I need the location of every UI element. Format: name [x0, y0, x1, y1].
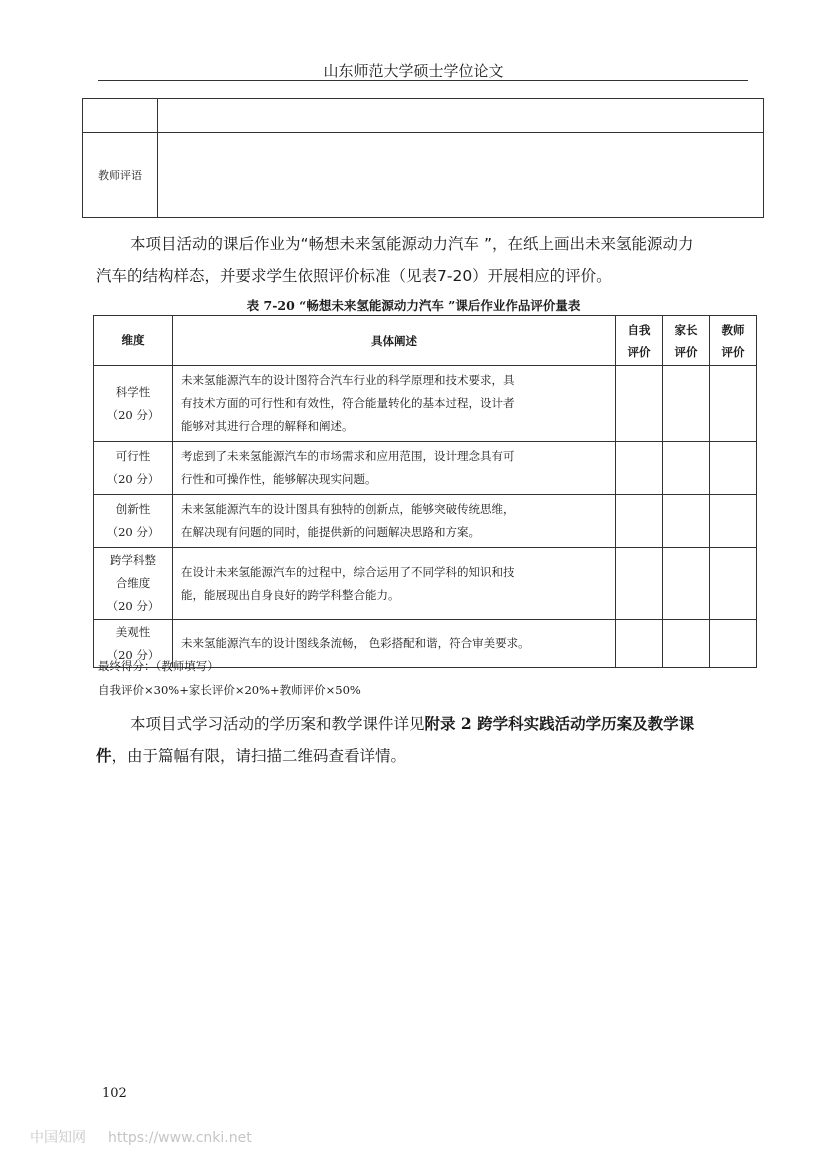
table-row [94, 366, 757, 442]
table-header-row [94, 316, 757, 366]
description-line: 未来氢能源汽车的设计图线条流畅， 色彩搭配和谐，符合审美要求。 [181, 636, 530, 650]
score-cell[interactable] [710, 495, 757, 548]
watermark [30, 1127, 252, 1147]
table-caption: 表 7-20 “畅想未来氢能源动力汽车 ”课后作业作品评价量表 [246, 298, 581, 313]
watermark-url: https://www.cnki.net [108, 1130, 252, 1146]
description-line: 有技术方面的可行性和有效性，符合能量转化的基本过程，设计者 [181, 396, 515, 410]
teacher-comment-table [82, 98, 764, 218]
paragraph-line [96, 228, 756, 260]
header-line: 自我 [627, 322, 651, 337]
table-row [83, 133, 764, 218]
dimension-line: （20 分） [106, 525, 160, 539]
header-rule [98, 80, 748, 81]
header-line: 评价 [674, 344, 698, 359]
header-line: 评价 [721, 344, 745, 359]
evaluation-table [93, 315, 757, 668]
dimension-line: （20 分） [106, 599, 160, 613]
score-cell[interactable] [616, 442, 663, 495]
description-cell [173, 548, 616, 620]
score-cell[interactable] [616, 495, 663, 548]
paragraph-homework [96, 228, 756, 292]
header-teacher-eval [710, 316, 757, 366]
paragraph-text: 本项目活动的课后作业为“畅想未来氢能源动力汽车 ”，在纸上画出未来氢能源动力 [130, 235, 694, 253]
dimension-line: 合维度 [115, 576, 151, 590]
paragraph-line [96, 708, 756, 740]
dimension-line: （20 分） [106, 472, 160, 486]
running-header: 山东师范大学硕士学位论文 [323, 62, 504, 80]
table-cell [158, 99, 764, 133]
score-cell[interactable] [710, 548, 757, 620]
score-cell[interactable] [663, 548, 710, 620]
page-number: 102 [102, 1086, 127, 1101]
paragraph-line [96, 740, 756, 772]
teacher-comment-label: 教师评语 [83, 133, 158, 218]
score-cell[interactable] [616, 620, 663, 668]
final-score-formula: 自我评价×30%+家长评价×20%+教师评价×50% [98, 683, 361, 697]
header-description: 具体阐述 [173, 316, 616, 366]
table-cell [83, 99, 158, 133]
description-line: 能，能展现出自身良好的跨学科整合能力。 [181, 587, 400, 602]
dimension-line: 美观性 [115, 624, 151, 639]
final-score-label: 最终得分：（教师填写） [98, 659, 219, 673]
appendix-reference: 件 [96, 746, 112, 765]
score-cell[interactable] [616, 548, 663, 620]
dimension-line: 科学性 [115, 384, 151, 399]
paragraph-text: 汽车的结构样态，并要求学生依照评价标准（见表7-20）开展相应的评价。 [96, 267, 612, 285]
appendix-reference: 附录 2 跨学科实践活动学历案及教学课 [424, 714, 695, 733]
header-parent-eval [663, 316, 710, 366]
table-row [83, 99, 764, 133]
table-row [94, 548, 757, 620]
paragraph-text: ，由于篇幅有限，请扫描二维码查看详情。 [111, 747, 407, 765]
paragraph-line [96, 260, 756, 292]
description-line: 未来氢能源汽车的设计图具有独特的创新点，能够突破传统思维， [181, 502, 515, 516]
dimension-line: （20 分） [106, 647, 160, 662]
score-cell[interactable] [710, 366, 757, 442]
watermark-brand: 中国知网 [30, 1130, 86, 1146]
score-cell[interactable] [663, 366, 710, 442]
description-line: 能够对其进行合理的解释和阐述。 [181, 419, 354, 433]
header-line: 评价 [627, 344, 651, 359]
description-cell [173, 442, 616, 495]
score-cell[interactable] [663, 495, 710, 548]
header-line: 家长 [674, 322, 698, 337]
header-dimension: 维度 [94, 316, 173, 366]
dimension-cell [94, 442, 173, 495]
dimension-cell [94, 495, 173, 548]
score-cell[interactable] [663, 620, 710, 668]
teacher-comment-cell [158, 133, 764, 218]
dimension-line: （20 分） [106, 407, 160, 422]
description-line: 行性和可操作性，能够解决现实问题。 [181, 472, 377, 486]
table-row [94, 442, 757, 495]
dimension-cell [94, 548, 173, 620]
paragraph-appendix [96, 708, 756, 772]
score-cell[interactable] [616, 366, 663, 442]
description-line: 考虑到了未来氢能源汽车的市场需求和应用范围，设计理念具有可 [181, 449, 515, 463]
description-cell [173, 366, 616, 442]
score-cell[interactable] [710, 442, 757, 495]
score-cell[interactable] [663, 442, 710, 495]
description-cell [173, 495, 616, 548]
table-row [94, 495, 757, 548]
header-line: 教师 [721, 322, 745, 337]
dimension-line: 跨学科整 [110, 553, 156, 567]
description-cell [173, 620, 616, 668]
description-line: 在解决现有问题的同时，能提供新的问题解决思路和方案。 [181, 525, 480, 539]
header-self-eval [616, 316, 663, 366]
dimension-cell [94, 366, 173, 442]
paragraph-text: 本项目式学习活动的学历案和教学课件详见 [130, 715, 425, 733]
score-cell[interactable] [710, 620, 757, 668]
description-line: 在设计未来氢能源汽车的过程中，综合运用了不同学科的知识和技 [181, 564, 515, 579]
description-line: 未来氢能源汽车的设计图符合汽车行业的科学原理和技术要求，具 [181, 373, 515, 387]
dimension-line: 创新性 [115, 502, 151, 516]
dimension-line: 可行性 [115, 449, 151, 463]
